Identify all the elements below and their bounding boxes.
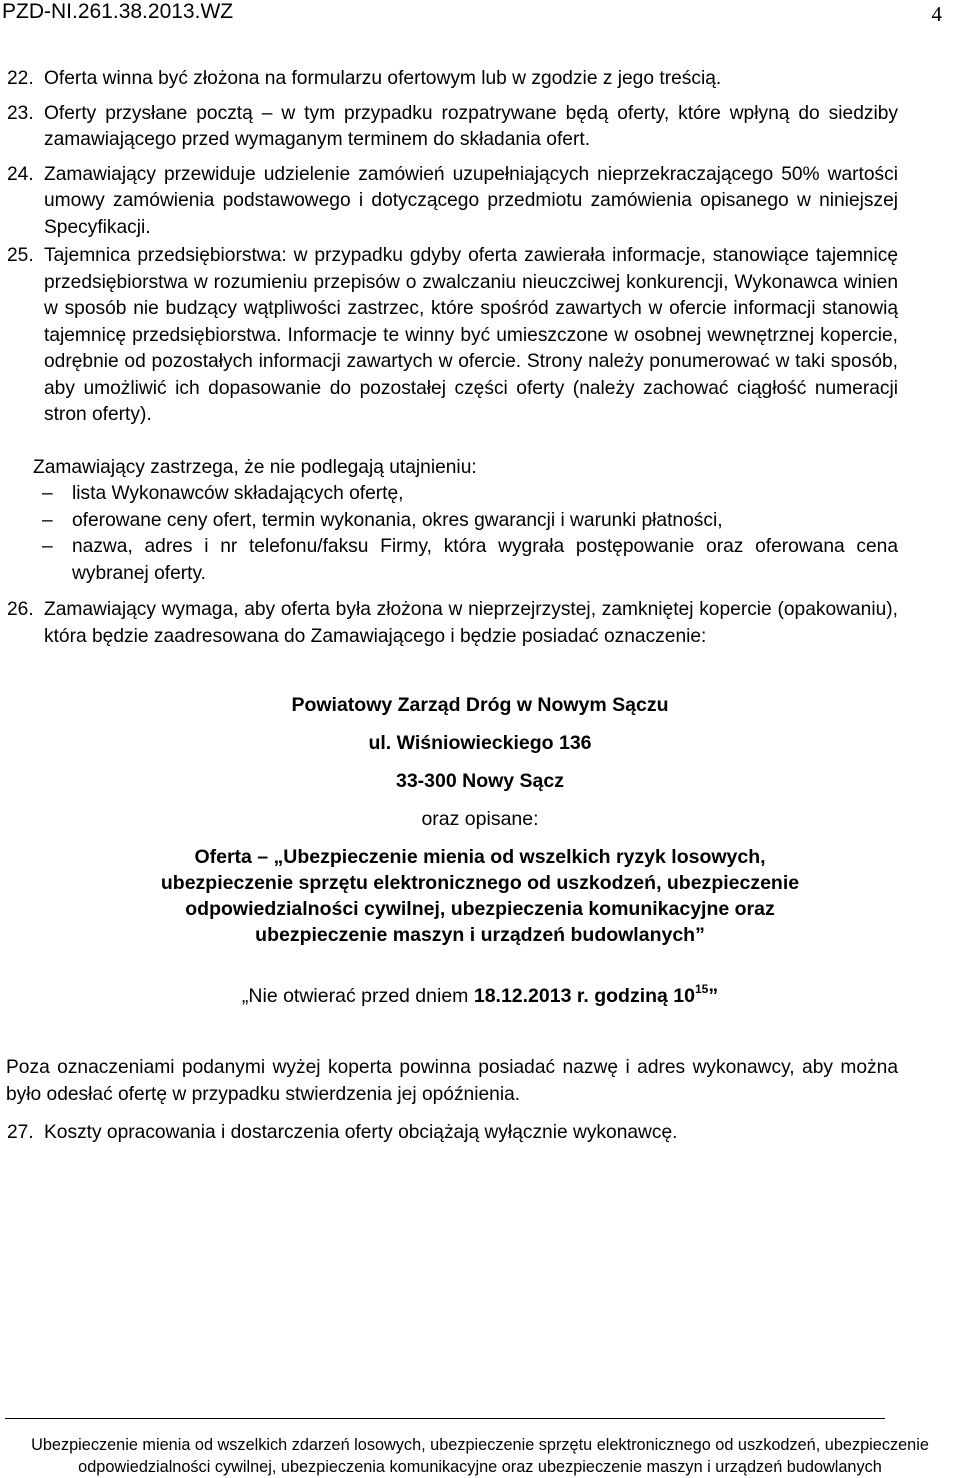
- offer-line: odpowiedzialności cywilnej, ubezpieczenia komunikacyjne oraz: [185, 898, 775, 920]
- dash-bullet: –: [42, 483, 53, 504]
- item-number: 26.: [7, 599, 34, 620]
- item-text: Oferta winna być złożona na formularzu ofertowym lub w zgodzie z jego treścią.: [44, 68, 722, 89]
- address-street: ul. Wiśniowieckiego 136: [368, 732, 592, 754]
- item-text: Tajemnica przedsiębiorstwa: w przypadku gdyby oferta zawierała informacje, stanowiące tajemnicę przedsiębiorstwa w rozumieniu przepisów o zwalczaniu nieuczciwej konkurencji, Wykonawca winien w sposób nie budzący wątpliwości zastrzec, które spośród zawartych w ofercie informacji stanowią tajemnicę przedsiębiorstwa. Informacje te winny być umieszczone w osobnej wewnętrznej kopercie, odrębnie od pozostałych informacji zawartych w ofercie. Strony należy ponumerować w taki sposób, aby umożliwić ich dopasowanie do pozostałej części oferty (należy zachować ciągłość numeracji stron oferty).: [44, 245, 898, 425]
- list-item-text: oferowane ceny ofert, termin wykonania, okres gwarancji i warunki płatności,: [72, 509, 723, 531]
- offer-line: ubezpieczenie sprzętu elektronicznego od uszkodzeń, ubezpieczenie: [160, 872, 800, 894]
- footer-line: Ubezpieczenie mienia od wszelkich zdarzeń losowych, ubezpieczenie sprzętu elektronicznego od uszkodzeń, ubezpieczenie: [31, 1436, 929, 1454]
- address-name: Powiatowy Zarząd Dróg w Nowym Sączu: [291, 694, 669, 716]
- item-number: 24.: [7, 163, 34, 185]
- item-text: Koszty opracowania i dostarczenia oferty obciążają wyłącznie wykonawcę.: [44, 1122, 678, 1143]
- dash-bullet: –: [42, 509, 53, 531]
- item-number: 25.: [7, 245, 34, 266]
- page-footer: [0, 1417, 960, 1478]
- non-confidential-list: [34, 481, 898, 587]
- offer-marking: [0, 844, 960, 948]
- list-item: [34, 481, 898, 508]
- list-item: [34, 534, 898, 587]
- item-24: [0, 162, 898, 242]
- footer-line: odpowiedzialności cywilnej, ubezpieczenia komunikacyjne oraz ubezpieczenie maszyn i urządzeń budowlanych: [78, 1458, 882, 1476]
- do-not-open-prefix: „Nie otwierać przed dniem: [241, 985, 474, 1007]
- opening-date: 18.12.2013 r. godziną 10: [473, 985, 695, 1007]
- item-text: Zamawiający przewiduje udzielenie zamówień uzupełniających nieprzekraczającego 50% wartości umowy zamówienia podstawowego i dotyczącego przedmiotu zamówienia opisanego w niniejszej Specyfikacji.: [44, 163, 898, 238]
- do-not-open-suffix: ”: [708, 985, 719, 1007]
- offer-line: ubezpieczenie maszyn i urządzeń budowlanych”: [255, 924, 705, 946]
- item-text: Zamawiający wymaga, aby oferta była złożona w nieprzejrzystej, zamkniętej kopercie (opakowaniu), która będzie zaadresowana do Zamawiającego i będzie posiadać oznaczenie:: [44, 599, 898, 647]
- item-number: 23.: [7, 102, 34, 124]
- item-number: 27.: [7, 1122, 34, 1143]
- item-text: Oferty przysłane pocztą – w tym przypadku rozpatrywane będą oferty, które wpłyną do siedziby zamawiającego przed wymaganym terminem do składania ofert.: [44, 102, 898, 150]
- offer-line: Oferta – „Ubezpieczenie mienia od wszelkich ryzyk losowych,: [194, 846, 766, 868]
- described-label: oraz opisane:: [421, 808, 539, 830]
- dash-bullet: –: [42, 536, 53, 557]
- item-22: [0, 66, 898, 93]
- document-code: PZD-NI.261.38.2013.WZ: [2, 0, 234, 23]
- do-not-open-notice: [0, 976, 960, 1009]
- page-header: [2, 0, 942, 26]
- list-item-text: nazwa, adres i nr telefonu/faksu Firmy, która wygrała postępowanie oraz oferowana cena wybranej oferty.: [72, 536, 898, 584]
- item-27: [0, 1120, 898, 1147]
- envelope-note: Poza oznaczeniami podanymi wyżej koperta powinna posiadać nazwę i adres wykonawcy, aby można było odesłać ofertę w przypadku stwierdzenia jej opóźnienia.: [6, 1057, 898, 1105]
- item-26: [0, 597, 898, 650]
- list-item: [34, 508, 898, 535]
- item-number: 22.: [7, 68, 34, 89]
- reservation-intro: Zamawiający zastrzega, że nie podlegają utajnieniu:: [33, 456, 477, 478]
- document-body: [0, 66, 960, 1147]
- list-item-text: lista Wykonawców składających ofertę,: [72, 483, 404, 504]
- item-23: [0, 101, 898, 154]
- address-city: 33-300 Nowy Sącz: [395, 770, 564, 792]
- page-number: 4: [931, 2, 942, 26]
- footer-rule: [5, 1418, 885, 1419]
- opening-minutes: 15: [694, 982, 709, 996]
- item-25: [0, 243, 898, 429]
